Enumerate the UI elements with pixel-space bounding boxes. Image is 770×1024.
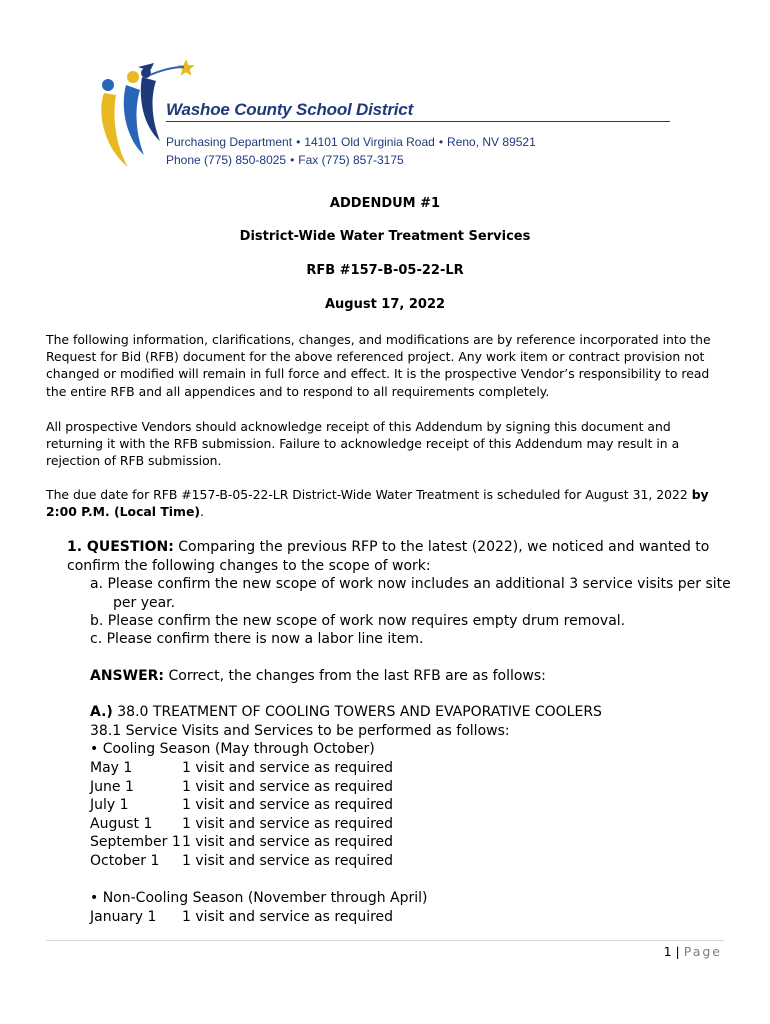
rfb-number: RFB #157-B-05-22-LR	[306, 263, 464, 278]
non-cooling-schedule	[90, 908, 393, 927]
schedule-row	[90, 778, 393, 797]
phone: Phone (775) 850-8025	[166, 153, 287, 167]
schedule-row	[90, 796, 393, 815]
question-item-b	[90, 612, 625, 631]
schedule-date: August 1	[90, 815, 153, 832]
page-number	[664, 944, 722, 959]
city-state-zip: Reno, NV 89521	[447, 135, 536, 149]
question-intro-b: confirm the following changes to the scope of work:	[67, 558, 431, 574]
fax: Fax (775) 857-3175	[298, 153, 404, 167]
schedule-date: September 1	[90, 834, 181, 850]
item-marker: b.	[90, 613, 104, 629]
schedule-row	[90, 833, 393, 852]
schedule-date: January 1	[90, 909, 157, 925]
schedule-desc: 1 visit and service as required	[182, 834, 394, 850]
item-text: Please confirm the new scope of work now includes an additional 3 service visits per site	[107, 576, 731, 592]
schedule-row	[90, 759, 393, 778]
street-address: 14101 Old Virginia Road	[304, 135, 435, 149]
schedule-date: June 1	[90, 778, 134, 795]
period: .	[200, 504, 204, 520]
section-heading	[90, 703, 602, 722]
address-line-1	[166, 135, 536, 149]
non-cooling-season-heading: • Non-Cooling Season (November through April)	[90, 890, 428, 906]
schedule-date: May 1	[90, 760, 133, 776]
department: Purchasing Department	[166, 135, 293, 149]
schedule-row	[90, 815, 393, 834]
schedule-date: October 1	[90, 852, 160, 869]
question-line-1	[67, 538, 709, 557]
schedule-desc: 1 visit and service as required	[182, 760, 394, 776]
question-item-c	[90, 630, 423, 649]
schedule-date: July 1	[90, 797, 129, 813]
section-label: A.)	[90, 704, 113, 720]
separator: •	[290, 153, 295, 167]
section-title: 38.0 TREATMENT OF COOLING TOWERS AND EVAPORATIVE COOLERS	[117, 704, 602, 720]
schedule-row	[90, 852, 393, 871]
answer-text: Correct, the changes from the last RFB are as follows:	[168, 668, 546, 684]
item-marker: c.	[90, 631, 103, 647]
question-item-a-cont: per year.	[113, 595, 176, 611]
page-bar: |	[675, 944, 680, 959]
doc-title: ADDENDUM #1	[329, 196, 441, 211]
page-word: Page	[683, 944, 722, 959]
item-text: Please confirm there is now a labor line item.	[106, 631, 424, 647]
schedule-desc: 1 visit and service as required	[182, 797, 394, 813]
schedule-desc: 1 visit and service as required	[182, 909, 394, 925]
question-item-a	[90, 575, 731, 594]
due-date-text: The due date for RFB #157-B-05-22-LR District-Wide Water Treatment is scheduled for August 31, 2022	[46, 487, 692, 502]
footer-rule	[46, 940, 724, 941]
doc-subtitle: District-Wide Water Treatment Services	[239, 229, 531, 244]
cooling-schedule	[90, 759, 393, 870]
acknowledge-paragraph: All prospective Vendors should acknowledge receipt of this Addendum by signing this document and returning it with the RFB submission. Failure to acknowledge receipt of this Addendum may result in a rejection of RFB submission.	[46, 419, 680, 469]
cooling-season-heading: • Cooling Season (May through October)	[90, 741, 375, 757]
page-number-value: 1	[663, 944, 672, 959]
schedule-row	[90, 908, 393, 927]
organization-name: Washoe County School District	[166, 100, 414, 119]
answer-label: ANSWER:	[90, 668, 165, 684]
item-marker: a.	[90, 576, 104, 592]
item-text: Please confirm the new scope of work now requires empty drum removal.	[107, 613, 626, 629]
service-subheading: 38.1 Service Visits and Services to be performed as follows:	[90, 723, 510, 739]
address-line-2	[166, 153, 404, 167]
question-intro-a: Comparing the previous RFP to the latest (2022), we noticed and wanted to	[178, 539, 710, 555]
answer-line	[90, 667, 546, 686]
question-label: 1. QUESTION:	[67, 539, 174, 555]
due-date-time: by 2:00 P.M. (Local Time)	[46, 487, 709, 520]
doc-date: August 17, 2022	[324, 297, 446, 312]
schedule-desc: 1 visit and service as required	[182, 778, 394, 795]
due-date-paragraph	[46, 486, 726, 520]
header-rule	[166, 121, 670, 122]
schedule-desc: 1 visit and service as required	[182, 852, 394, 869]
separator: •	[438, 135, 444, 149]
separator: •	[296, 135, 301, 149]
schedule-desc: 1 visit and service as required	[182, 815, 394, 832]
intro-paragraph: The following information, clarifications, changes, and modifications are by reference incorporated into the Request for Bid (RFB) document for the above referenced project. Any work item or contract provision not changed or modified will remain in full force and effect. It is the prospective Vendor’s responsibility to read the entire RFB and all appendices and to respond to all requirements completely.	[46, 332, 711, 399]
